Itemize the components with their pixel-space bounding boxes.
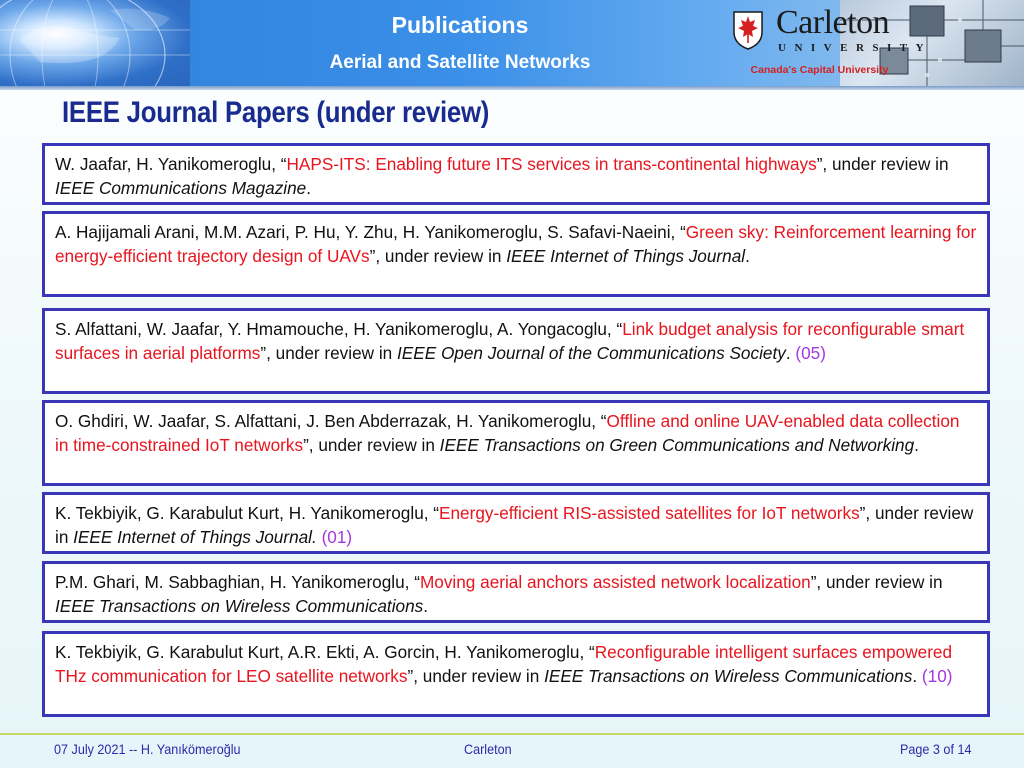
paper-venue: IEEE Transactions on Wireless Communications [55, 596, 424, 616]
paper-end: . [745, 246, 750, 266]
paper-entry-4 [42, 400, 990, 486]
header-divider [0, 86, 1024, 90]
paper-end: . [912, 666, 922, 686]
header-subtitle: Aerial and Satellite Networks [329, 52, 591, 73]
logo-wordmark: Carleton [776, 4, 890, 41]
paper-tag: (01) [321, 527, 353, 547]
paper-entry-6 [42, 561, 990, 623]
carleton-shield-icon [732, 10, 764, 50]
paper-review-text: ”, under review in [816, 154, 949, 174]
footer-date-author: 07 July 2021 -- H. Yanıkömeroğlu [54, 741, 241, 757]
paper-end: . [306, 178, 312, 198]
paper-title: Moving aerial anchors assisted network localization [419, 572, 811, 592]
page-title: IEEE Journal Papers (under review) [62, 96, 490, 129]
paper-entry-1 [42, 143, 990, 205]
paper-venue: IEEE Transactions on Wireless Communications [544, 666, 913, 686]
paper-review-text: ”, under review in [369, 246, 507, 266]
footer-page-number: Page 3 of 14 [900, 741, 972, 757]
header-banner [0, 0, 1024, 86]
paper-end: . [785, 343, 796, 363]
paper-review-text: ”, under review in [810, 572, 943, 592]
carleton-logo [720, 0, 970, 86]
paper-review-text: ”, under review in [55, 503, 974, 547]
paper-authors: P.M. Ghari, M. Sabbaghian, H. Yanikomeroglu, “ [55, 572, 420, 592]
paper-end: . [914, 435, 919, 455]
paper-tag: (10) [921, 666, 953, 686]
paper-end: . [423, 596, 429, 616]
paper-entry-7 [42, 631, 990, 717]
paper-title: Offline and online UAV-enabled data collection in time-constrained IoT networks [55, 411, 960, 455]
paper-review-text: ”, under review in [260, 343, 397, 363]
paper-review-text: ”, under review in [303, 435, 440, 455]
paper-authors: K. Tekbiyik, G. Karabulut Kurt, A.R. Ekti, A. Gorcin, H. Yanikomeroglu, “ [55, 642, 595, 662]
paper-authors: A. Hajijamali Arani, M.M. Azari, P. Hu, Y. Zhu, H. Yanikomeroglu, S. Safavi-Naeini, “ [55, 222, 686, 242]
logo-university: UNIVERSITY [778, 42, 933, 54]
paper-title: HAPS-ITS: Enabling future ITS services in trans-continental highways [286, 154, 817, 174]
paper-authors: W. Jaafar, H. Yanikomeroglu, “ [55, 154, 287, 174]
paper-title: Energy-efficient RIS-assisted satellites for IoT networks [439, 503, 860, 523]
header-title: Publications [391, 12, 529, 38]
footer-center: Carleton [464, 741, 512, 757]
logo-tagline: Canada's Capital University [750, 64, 889, 76]
paper-authors: O. Ghdiri, W. Jaafar, S. Alfattani, J. Ben Abderrazak, H. Yanikomeroglu, “ [55, 411, 607, 431]
footer-divider [0, 733, 1024, 735]
paper-authors: S. Alfattani, W. Jaafar, Y. Hmamouche, H. Yanikomeroglu, A. Yongacoglu, “ [55, 319, 623, 339]
paper-entry-5 [42, 492, 990, 554]
paper-title: Reconfigurable intelligent surfaces empowered THz communication for LEO satellite networks [55, 642, 953, 686]
paper-venue: IEEE Open Journal of the Communications Society [397, 343, 786, 363]
paper-title: Link budget analysis for reconfigurable smart surfaces in aerial platforms [55, 319, 965, 363]
paper-venue: IEEE Internet of Things Journal. [73, 527, 317, 547]
paper-venue: IEEE Transactions on Green Communications and Networking [439, 435, 915, 455]
paper-authors: K. Tekbiyik, G. Karabulut Kurt, H. Yanikomeroglu, “ [55, 503, 440, 523]
paper-entry-3 [42, 308, 990, 394]
globe-illustration [0, 0, 190, 86]
paper-entry-2 [42, 211, 990, 297]
paper-title: Green sky: Reinforcement learning for energy-efficient trajectory design of UAVs [55, 222, 977, 266]
paper-review-text: ”, under review in [407, 666, 545, 686]
paper-venue: IEEE Communications Magazine [55, 178, 307, 198]
paper-tag: (05) [795, 343, 826, 363]
paper-venue: IEEE Internet of Things Journal [506, 246, 746, 266]
